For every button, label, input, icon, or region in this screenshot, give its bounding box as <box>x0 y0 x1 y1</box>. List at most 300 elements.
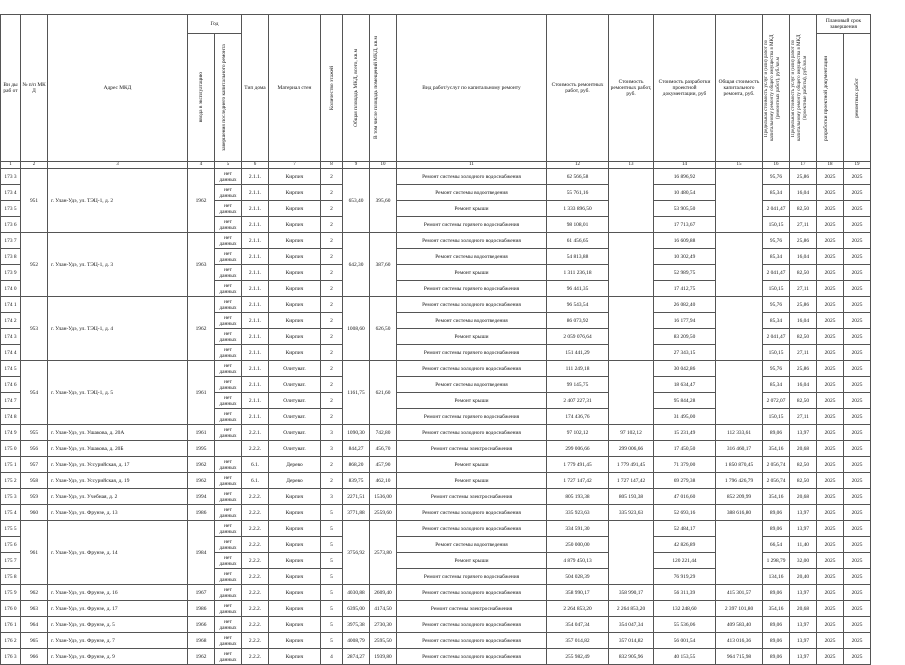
cell-fl: 2 <box>321 201 343 217</box>
cell-mat: Дерево <box>269 473 321 489</box>
cell-c16: 89,06 <box>763 521 790 537</box>
cell-fl: 2 <box>321 169 343 185</box>
cell-fl: 2 <box>321 473 343 489</box>
cell-c12: 174 436,76 <box>547 409 609 425</box>
cell-rem: нет данных <box>215 537 242 553</box>
cell-n: 956 <box>21 441 48 457</box>
cell-c19: 2025 <box>844 201 871 217</box>
cell-c17: 20,68 <box>790 441 817 457</box>
cell-vid: 176 3 <box>1 649 21 665</box>
cell-fl: 3 <box>321 425 343 441</box>
cell-n: 960 <box>21 505 48 521</box>
cell-vid: 173 5 <box>1 201 21 217</box>
cell-c16: 89,06 <box>763 585 790 601</box>
cell-c17: 82,50 <box>790 329 817 345</box>
cell-c18: 2025 <box>817 633 844 649</box>
cell-c16: 85,34 <box>763 377 790 393</box>
cell-c12: 61 456,65 <box>547 233 609 249</box>
column-number: 10 <box>370 162 397 169</box>
cell-c15: 415 301,57 <box>716 585 763 601</box>
cell-c15 <box>716 169 763 233</box>
col-srok-proj-header: разработки проектной документации <box>817 34 844 162</box>
cell-c19: 2025 <box>844 473 871 489</box>
cell-c17: 27,11 <box>790 409 817 425</box>
cell-ao: 621,60 <box>370 361 397 425</box>
table-row <box>1 361 871 377</box>
cell-ao: 626,50 <box>370 297 397 361</box>
cell-work: Ремонт крыши <box>397 393 547 409</box>
cell-c12: 299 006,66 <box>547 441 609 457</box>
cell-fl: 2 <box>321 345 343 361</box>
col-area-own-header: В том числе площадь помещений МКД, кв.м <box>370 15 397 162</box>
col-n-header: № п/п МК Д <box>21 15 48 162</box>
cell-c12: 358 990,17 <box>547 585 609 601</box>
cell-c17: 20,40 <box>790 569 817 585</box>
cell-c16: 89,06 <box>763 505 790 521</box>
cell-work: Ремонт крыши <box>397 265 547 281</box>
cell-c14: 71 379,00 <box>654 457 716 473</box>
cell-c13: 335 923,63 <box>609 505 654 521</box>
cell-c19: 2025 <box>844 377 871 393</box>
cell-c18: 2025 <box>817 185 844 201</box>
cell-c18: 2025 <box>817 425 844 441</box>
cell-n: 966 <box>21 649 48 665</box>
cell-mat: Кирпич <box>269 617 321 633</box>
cell-c18: 2025 <box>817 553 844 569</box>
cell-addr: г. Улан-Удэ, ул. Фрунзе, д. 17 <box>48 601 188 617</box>
column-number: 2 <box>21 162 48 169</box>
cell-at: 3756,92 <box>343 521 370 585</box>
cell-c18: 2025 <box>817 297 844 313</box>
cell-c14: 26 082,40 <box>654 297 716 313</box>
cell-mat: Олитуват. <box>269 425 321 441</box>
cell-at: 3975,38 <box>343 617 370 633</box>
cell-fl: 2 <box>321 393 343 409</box>
cell-vid: 173 8 <box>1 249 21 265</box>
cell-ao: 456,70 <box>370 441 397 457</box>
cell-work: Ремонт крыши <box>397 553 547 569</box>
cell-c12: 1 311 236,18 <box>547 265 609 281</box>
table-row <box>1 649 871 665</box>
cell-c14: 69 279,38 <box>654 473 716 489</box>
cell-fl: 3 <box>321 489 343 505</box>
cell-c19: 2025 <box>844 233 871 249</box>
cell-type: 2.1.1. <box>242 233 269 249</box>
cell-addr: г. Улан-Удэ, ул. Фрунзе, д. 7 <box>48 633 188 649</box>
cell-c18: 2025 <box>817 329 844 345</box>
cell-mat: Кирпич <box>269 313 321 329</box>
cell-vid: 174 8 <box>1 409 21 425</box>
cell-c15: 964 715,98 <box>716 649 763 665</box>
cell-ao: 2730,30 <box>370 617 397 633</box>
cell-c14: 47 016,60 <box>654 489 716 505</box>
cell-type: 2.2.2. <box>242 537 269 553</box>
cell-c19: 2025 <box>844 265 871 281</box>
cell-rem: нет данных <box>215 329 242 345</box>
cell-ao: 395,60 <box>370 169 397 233</box>
cell-c14: 31 495,00 <box>654 409 716 425</box>
cell-c14: 53 905,50 <box>654 201 716 217</box>
cell-c17: 82,50 <box>790 473 817 489</box>
cell-rem: нет данных <box>215 265 242 281</box>
cell-addr: г. Улан-Удэ, ул. Уссурийская, д. 19 <box>48 473 188 489</box>
cell-type: 2.1.1. <box>242 345 269 361</box>
cell-rem: нет данных <box>215 217 242 233</box>
cell-work: Ремонт системы водоотведения <box>397 377 547 393</box>
cell-addr: г. Улан-Удэ, ул. Ушакова, д. 20А <box>48 425 188 441</box>
cell-addr: г. Улан-Удэ, ул. Фрунзе, д. 13 <box>48 505 188 521</box>
cell-c18: 2025 <box>817 537 844 553</box>
cell-type: 2.2.2. <box>242 649 269 665</box>
cell-c14: 56 311,39 <box>654 585 716 601</box>
cell-vid: 175 6 <box>1 537 21 553</box>
cell-mat: Кирпич <box>269 489 321 505</box>
cell-type: 2.2.2. <box>242 489 269 505</box>
cell-mat: Кирпич <box>269 569 321 585</box>
col-address-header: Адрес МКД <box>48 15 188 162</box>
cell-c12: 354 047,34 <box>547 617 609 633</box>
cell-c13: 97 102,12 <box>609 425 654 441</box>
cell-c15 <box>716 361 763 425</box>
cell-vid: 175 7 <box>1 553 21 569</box>
cell-type: 2.2.2. <box>242 441 269 457</box>
cell-vvod: 1963 <box>188 233 215 297</box>
cell-c18: 2025 <box>817 649 844 665</box>
cell-c19: 2025 <box>844 617 871 633</box>
cell-c15: 388 616,80 <box>716 505 763 521</box>
cell-c12: 1 779 491,45 <box>547 457 609 473</box>
cell-c14: 16 177,94 <box>654 313 716 329</box>
column-number: 16 <box>763 162 790 169</box>
cell-c17: 25,86 <box>790 233 817 249</box>
cell-c14: 18 634,47 <box>654 377 716 393</box>
cell-c13: 358 990,17 <box>609 585 654 601</box>
cell-c14: 95 844,28 <box>654 393 716 409</box>
cell-vid: 175 1 <box>1 457 21 473</box>
cell-work: Ремонт системы электроснабжения <box>397 489 547 505</box>
table-row <box>1 233 871 249</box>
column-number: 9 <box>343 162 370 169</box>
cell-rem: нет данных <box>215 489 242 505</box>
cell-rem: нет данных <box>215 233 242 249</box>
cell-vvod: 1968 <box>188 633 215 649</box>
cell-c16: 2 041,47 <box>763 201 790 217</box>
cell-c16: 95,76 <box>763 233 790 249</box>
cell-fl: 2 <box>321 457 343 473</box>
cell-c16: 85,34 <box>763 249 790 265</box>
cell-c13: 357 014,82 <box>609 633 654 649</box>
cell-work: Ремонт системы электроснабжения <box>397 441 547 457</box>
cell-at: 3771,88 <box>343 505 370 521</box>
cell-mat: Кирпич <box>269 233 321 249</box>
cell-fl: 5 <box>321 601 343 617</box>
cell-c17: 20,68 <box>790 489 817 505</box>
col-cost-rem-header: Стоимость ремонтных работ, руб. <box>547 15 609 162</box>
cell-c12: 334 591,30 <box>547 521 609 537</box>
cell-n: 955 <box>21 425 48 441</box>
table-row <box>1 521 871 537</box>
cell-type: 2.1.1. <box>242 377 269 393</box>
cell-at: 2874,27 <box>343 649 370 665</box>
cell-n: 962 <box>21 585 48 601</box>
column-number: 6 <box>242 162 269 169</box>
cell-at: 653,40 <box>343 169 370 233</box>
cell-fl: 5 <box>321 505 343 521</box>
cell-fl: 5 <box>321 553 343 569</box>
cell-vvod: 1962 <box>188 457 215 473</box>
cell-ao: 2609,40 <box>370 585 397 601</box>
cell-c17: 13,97 <box>790 505 817 521</box>
cell-rem: нет данных <box>215 425 242 441</box>
cell-work: Ремонт системы холодного водоснабжения <box>397 361 547 377</box>
cell-c12: 55 761,16 <box>547 185 609 201</box>
cell-vid: 174 7 <box>1 393 21 409</box>
cell-type: 2.1.1. <box>242 361 269 377</box>
cell-work: Ремонт крыши <box>397 457 547 473</box>
column-number: 4 <box>188 162 215 169</box>
col-type-header: Тип дома <box>242 15 269 162</box>
cell-c14: 56 001,54 <box>654 633 716 649</box>
cell-n: 957 <box>21 457 48 473</box>
cell-work: Ремонт крыши <box>397 329 547 345</box>
cell-mat: Кирпич <box>269 185 321 201</box>
cell-work: Ремонт системы холодного водоснабжения <box>397 633 547 649</box>
cell-type: 2.2.2. <box>242 601 269 617</box>
cell-vid: 175 2 <box>1 473 21 489</box>
cell-type: 2.1.1. <box>242 185 269 201</box>
cell-type: 2.1.1. <box>242 329 269 345</box>
cell-work: Ремонт системы горячего водоснабжения <box>397 569 547 585</box>
cell-c15: 112 333,61 <box>716 425 763 441</box>
cell-c18: 2025 <box>817 201 844 217</box>
cell-c19: 2025 <box>844 505 871 521</box>
cell-vvod: 1962 <box>188 169 215 233</box>
cell-c12: 99 145,75 <box>547 377 609 393</box>
cell-work: Ремонт системы водоотведения <box>397 313 547 329</box>
column-number: 1 <box>1 162 21 169</box>
cell-c16: 2 056,74 <box>763 457 790 473</box>
column-number-row <box>1 162 871 169</box>
cell-at: 839,75 <box>343 473 370 489</box>
cell-rem: нет данных <box>215 553 242 569</box>
cell-c12: 357 014,82 <box>547 633 609 649</box>
cell-c16: 89,06 <box>763 425 790 441</box>
cell-mat: Олитуват. <box>269 361 321 377</box>
cell-vid: 174 4 <box>1 345 21 361</box>
column-number: 5 <box>215 162 242 169</box>
cell-c12: 2 264 853,20 <box>547 601 609 617</box>
cell-mat: Кирпич <box>269 169 321 185</box>
cell-ao: 457,90 <box>370 457 397 473</box>
cell-addr: г. Улан-Удэ, ул. ТЭЦ-1, д. 2 <box>48 169 188 233</box>
cell-c18: 2025 <box>817 473 844 489</box>
cell-c12: 96 543,54 <box>547 297 609 313</box>
cell-fl: 5 <box>321 569 343 585</box>
cell-at: 6395,00 <box>343 601 370 617</box>
cell-vvod: 1986 <box>188 601 215 617</box>
cell-c17: 20,68 <box>790 601 817 617</box>
cell-c19: 2025 <box>844 169 871 185</box>
cell-c16: 150,15 <box>763 345 790 361</box>
cell-mat: Кирпич <box>269 265 321 281</box>
cell-rem: нет данных <box>215 393 242 409</box>
cell-at: 4008,79 <box>343 633 370 649</box>
cell-c15: 2 397 101,80 <box>716 601 763 617</box>
column-number: 18 <box>817 162 844 169</box>
cell-c16: 66,54 <box>763 537 790 553</box>
cell-c17: 25,86 <box>790 169 817 185</box>
cell-type: 2.2.2. <box>242 617 269 633</box>
cell-c19: 2025 <box>844 393 871 409</box>
cell-type: 6.1. <box>242 473 269 489</box>
cell-rem: нет данных <box>215 617 242 633</box>
cell-ao: 387,60 <box>370 233 397 297</box>
cell-type: 2.1.1. <box>242 393 269 409</box>
cell-c15 <box>716 521 763 585</box>
cell-c12: 805 193,38 <box>547 489 609 505</box>
cell-c19: 2025 <box>844 585 871 601</box>
cell-ao: 462,10 <box>370 473 397 489</box>
cell-rem: нет данных <box>215 201 242 217</box>
cell-c17: 27,11 <box>790 281 817 297</box>
cell-c12: 86 073,92 <box>547 313 609 329</box>
cell-c18: 2025 <box>817 169 844 185</box>
cell-fl: 2 <box>321 361 343 377</box>
cell-rem: нет данных <box>215 601 242 617</box>
cell-c18: 2025 <box>817 377 844 393</box>
cell-mat: Олитуват. <box>269 377 321 393</box>
cell-work: Ремонт системы горячего водоснабжения <box>397 409 547 425</box>
cell-fl: 2 <box>321 265 343 281</box>
cell-c13 <box>609 361 654 425</box>
cell-vvod: 1986 <box>188 505 215 521</box>
cell-fl: 3 <box>321 441 343 457</box>
cell-c17: 13,97 <box>790 521 817 537</box>
cell-c12: 151 441,29 <box>547 345 609 361</box>
cell-addr: г. Улан-Удэ, ул. ТЭЦ-1, д. 3 <box>48 233 188 297</box>
cell-fl: 2 <box>321 329 343 345</box>
cell-vvod: 1962 <box>188 649 215 665</box>
cell-fl: 5 <box>321 585 343 601</box>
cell-work: Ремонт системы электроснабжения <box>397 601 547 617</box>
cell-c17: 13,97 <box>790 633 817 649</box>
cell-vid: 175 0 <box>1 441 21 457</box>
cell-mat: Кирпич <box>269 649 321 665</box>
cell-work: Ремонт крыши <box>397 201 547 217</box>
cell-vid: 173 6 <box>1 217 21 233</box>
cell-addr: г. Улан-Удэ, ул. Фрунзе, д. 14 <box>48 521 188 585</box>
cell-c17: 25,86 <box>790 297 817 313</box>
cell-c18: 2025 <box>817 313 844 329</box>
cell-c14: 120 221,44 <box>654 553 716 569</box>
cell-vid: 175 4 <box>1 505 21 521</box>
cell-work: Ремонт системы холодного водоснабжения <box>397 297 547 313</box>
cell-vvod: 1962 <box>188 297 215 361</box>
cell-c13: 299 006,66 <box>609 441 654 457</box>
cell-rem: нет данных <box>215 505 242 521</box>
cell-c13 <box>609 233 654 297</box>
column-number: 7 <box>269 162 321 169</box>
cell-c19: 2025 <box>844 441 871 457</box>
cell-c12: 1 727 147,42 <box>547 473 609 489</box>
cell-c14: 17 450,50 <box>654 441 716 457</box>
cell-c15 <box>716 297 763 361</box>
cell-c14: 10 480,54 <box>654 185 716 201</box>
cell-c17: 27,11 <box>790 217 817 233</box>
cell-c17: 11,40 <box>790 537 817 553</box>
cell-c19: 2025 <box>844 329 871 345</box>
cell-c19: 2025 <box>844 601 871 617</box>
cell-c14: 83 209,50 <box>654 329 716 345</box>
cell-mat: Кирпич <box>269 585 321 601</box>
cell-type: 2.1.1. <box>242 169 269 185</box>
table-row <box>1 441 871 457</box>
table-row <box>1 617 871 633</box>
cell-c18: 2025 <box>817 249 844 265</box>
cell-type: 2.2.2. <box>242 553 269 569</box>
cell-vvod: 1961 <box>188 425 215 441</box>
cell-c19: 2025 <box>844 633 871 649</box>
cell-c19: 2025 <box>844 489 871 505</box>
cell-type: 2.1.1. <box>242 217 269 233</box>
cell-c13 <box>609 297 654 361</box>
cell-c19: 2025 <box>844 569 871 585</box>
cell-rem: нет данных <box>215 297 242 313</box>
table-row <box>1 473 871 489</box>
cell-work: Ремонт системы холодного водоснабжения <box>397 169 547 185</box>
cell-vid: 173 9 <box>1 265 21 281</box>
table-body <box>1 169 871 665</box>
cell-c12: 335 923,63 <box>547 505 609 521</box>
cell-c16: 1 298,79 <box>763 553 790 569</box>
cell-c19: 2025 <box>844 361 871 377</box>
cell-c14: 132 248,60 <box>654 601 716 617</box>
cell-at: 1008,60 <box>343 297 370 361</box>
cell-c12: 98 108,01 <box>547 217 609 233</box>
cell-mat: Кирпич <box>269 249 321 265</box>
cell-c16: 85,34 <box>763 313 790 329</box>
cell-c12: 2 059 076,64 <box>547 329 609 345</box>
cell-c19: 2025 <box>844 537 871 553</box>
cell-c16: 134,16 <box>763 569 790 585</box>
cell-c15: 1 796 426,79 <box>716 473 763 489</box>
cell-at: 4030,88 <box>343 585 370 601</box>
cell-c14: 40 153,55 <box>654 649 716 665</box>
cell-c17: 25,86 <box>790 361 817 377</box>
cell-c18: 2025 <box>817 265 844 281</box>
cell-n: 953 <box>21 297 48 361</box>
cell-c18: 2025 <box>817 393 844 409</box>
cell-ao: 2573,80 <box>370 521 397 585</box>
cell-vid: 174 2 <box>1 313 21 329</box>
cell-n: 961 <box>21 521 48 585</box>
cell-vvod: 1994 <box>188 489 215 505</box>
cell-rem: нет данных <box>215 585 242 601</box>
cell-vid: 175 9 <box>1 585 21 601</box>
cell-ao: 1939,80 <box>370 649 397 665</box>
cell-rem: нет данных <box>215 313 242 329</box>
col-limit1-header: Предельная стоимость услуг и (или) работ по капитальному ремонту общего имущества в МКД (ремонтных работ), руб./кв.м <box>763 15 790 162</box>
cell-c15: 1 850 870,45 <box>716 457 763 473</box>
cell-mat: Кирпич <box>269 521 321 537</box>
cell-type: 2.1.1. <box>242 201 269 217</box>
cell-vid: 174 3 <box>1 329 21 345</box>
cell-rem: нет данных <box>215 345 242 361</box>
cell-c12: 62 566,58 <box>547 169 609 185</box>
cell-fl: 2 <box>321 313 343 329</box>
cell-c16: 95,76 <box>763 361 790 377</box>
cell-rem: нет данных <box>215 249 242 265</box>
